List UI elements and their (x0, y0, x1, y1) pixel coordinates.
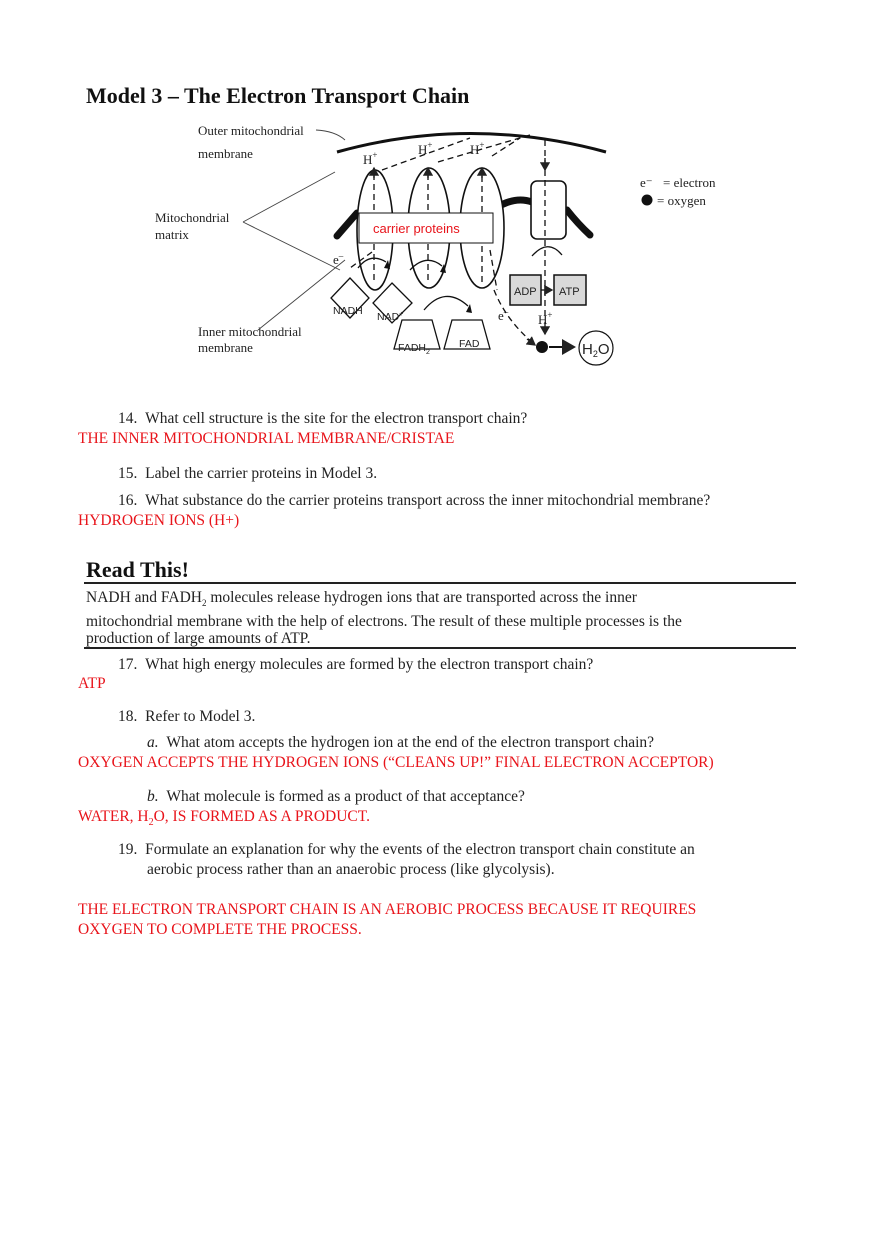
question-17 (118, 656, 593, 674)
question-number: 15. (118, 465, 138, 482)
question-15 (118, 465, 377, 483)
etc-diagram (0, 0, 880, 400)
h-ion-label: H+ (470, 140, 485, 157)
answer-19-line1: THE ELECTRON TRANSPORT CHAIN IS AN AEROBIC PROCESS BECAUSE IT REQUIRES (78, 901, 697, 918)
fad-trapezoid (444, 320, 490, 350)
nadh-diamond (331, 278, 369, 318)
question-text: Label the carrier proteins in Model 3. (145, 465, 378, 482)
answer-17: ATP (78, 675, 106, 692)
model-title: Model 3 – The Electron Transport Chain (86, 83, 470, 108)
atp-synthase (531, 181, 566, 239)
question-14 (118, 410, 527, 428)
question-18 (118, 708, 255, 726)
electron-label: e– (333, 251, 344, 267)
svg-text:ADP: ADP (514, 286, 537, 298)
question-number: 14. (118, 410, 138, 427)
legend-oxygen-label: = oxygen (657, 193, 706, 208)
legend-electron-symbol: e⁻ (640, 175, 653, 190)
h-ion-label: H+ (538, 310, 553, 327)
question-16 (118, 492, 710, 510)
svg-text:carrier proteins: carrier proteins (373, 221, 460, 236)
question-19-line2: aerobic process rather than an anaerobic process (like glycolysis). (147, 861, 555, 878)
question-number: 19. (118, 841, 138, 858)
question-18b: b. What molecule is formed as a product of that acceptance? (147, 788, 525, 805)
fadh2-trapezoid (394, 320, 440, 356)
question-19 (118, 841, 695, 859)
svg-text:ATP: ATP (559, 286, 580, 298)
svg-text:FADH2: $FADH_2$ (398, 342, 430, 356)
h-ion-label: H+ (418, 140, 433, 157)
read-this-paragraph: NADH and $FADH_2$ molecules release hydrogen ions that are transported across the inner mitochondrial membrane with the help of electrons. The result of these multiple processes is the production of large amounts of ATP. (86, 589, 682, 648)
read-this-bottom-rule (84, 647, 796, 649)
outer-membrane-label-2: membrane (198, 146, 253, 161)
svg-text:H2O: $H_2O$ (582, 341, 610, 359)
electron-label: e– (498, 307, 509, 323)
answer-18b: WATER, $H_2O$, IS FORMED AS A PRODUCT. (78, 808, 370, 829)
question-18a: a. What atom accepts the hydrogen ion at the end of the electron transport chain? (147, 734, 655, 751)
question-number: 18. (118, 708, 138, 725)
question-text: Refer to Model 3. (145, 708, 256, 725)
question-number: 16. (118, 492, 138, 509)
outer-membrane-label: Outer mitochondrial (198, 123, 304, 138)
inner-membrane-label: Inner mitochondrial (198, 324, 302, 339)
matrix-label: Mitochondrial (155, 210, 230, 225)
answer-14: THE INNER MITOCHONDRIAL MEMBRANE/CRISTAE (78, 430, 455, 447)
legend-electron-label: = electron (663, 175, 716, 190)
read-this-heading: Read This! (86, 557, 189, 582)
inner-membrane-label-2: membrane (198, 340, 253, 355)
question-number: 17. (118, 656, 138, 673)
svg-text:NAD+: NAD+ (377, 311, 404, 323)
atp-box (554, 275, 586, 305)
answer-16: HYDROGEN IONS (H+) (78, 512, 240, 529)
svg-text:FAD: FAD (459, 338, 480, 350)
adp-box (510, 275, 541, 305)
legend-oxygen-dot (642, 195, 653, 206)
answer-19-line2: OXYGEN TO COMPLETE THE PROCESS. (78, 921, 362, 938)
matrix-label-2: matrix (155, 227, 189, 242)
electron-to-oxygen-head (527, 339, 535, 345)
leader-lines (243, 130, 345, 330)
question-text: Formulate an explanation for why the events of the electron transport chain constitute an (145, 841, 695, 858)
h-ion-label: H+ (363, 150, 378, 167)
read-this-top-rule (84, 582, 796, 584)
oxygen-dot (536, 341, 548, 353)
question-text: What substance do the carrier proteins transport across the inner mitochondrial membrane? (145, 492, 711, 509)
question-text: What cell structure is the site for the electron transport chain? (145, 410, 528, 427)
question-text: What high energy molecules are formed by the electron transport chain? (145, 656, 594, 673)
answer-18a: OXYGEN ACCEPTS THE HYDROGEN IONS (“CLEANS UP!” FINAL ELECTRON ACCEPTOR) (78, 754, 714, 771)
carrier-proteins-label (359, 213, 493, 243)
svg-text:NADH: NADH (333, 305, 363, 317)
water-circle (579, 331, 613, 365)
